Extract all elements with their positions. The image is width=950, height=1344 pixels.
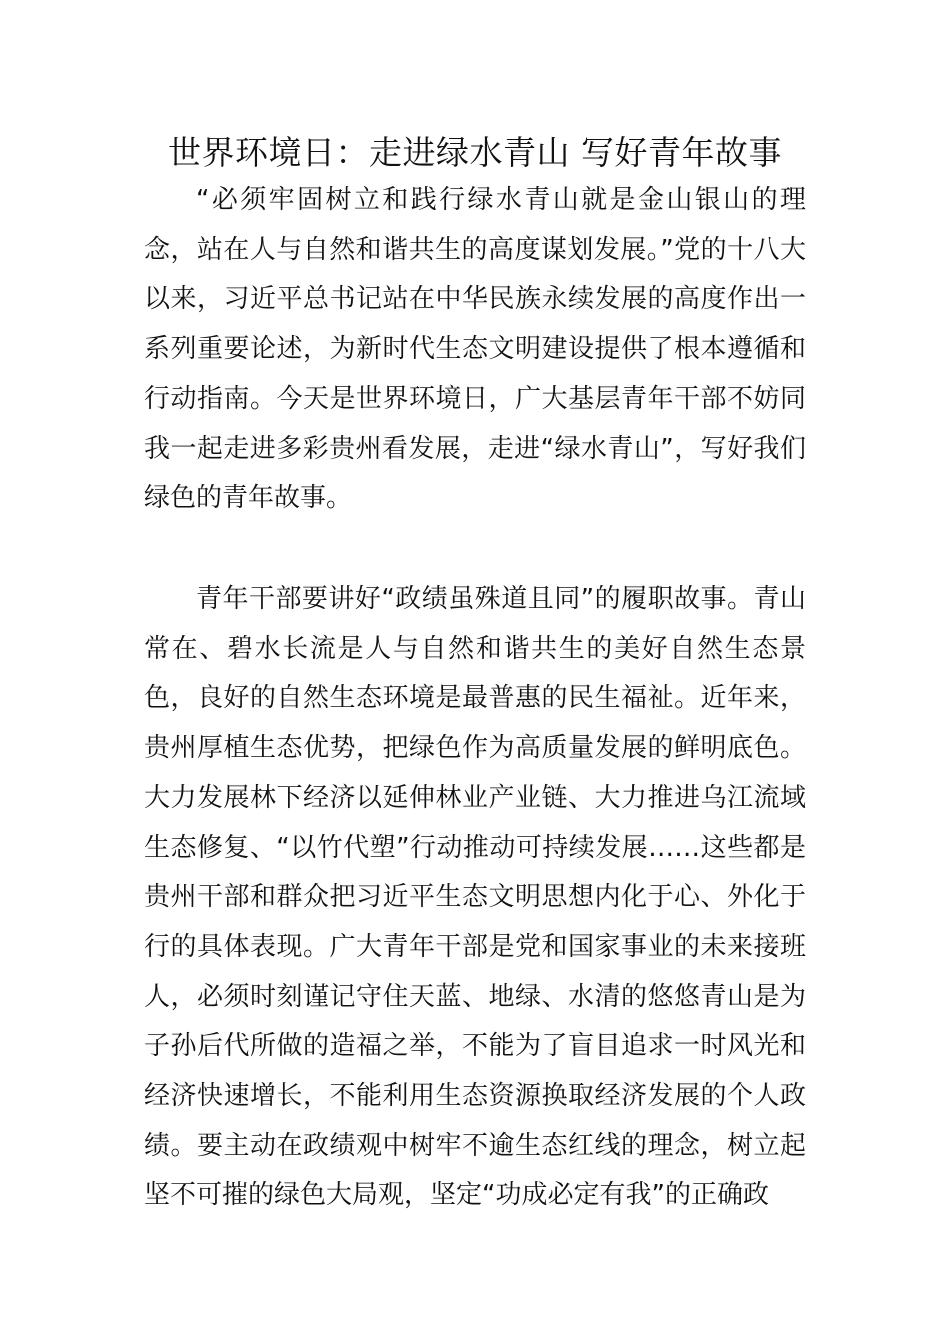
paragraph-intro: “必须牢固树立和践行绿水青山就是金山银山的理念，站在人与自然和谐共生的高度谋划发展。”党的十八大以来，习近平总书记站在中华民族永续发展的高度作出一系列重要论述，为新时代生态文明建设提供了根本遵循和行动指南。今天是世界环境日，广大基层青年干部不妨同我一起走进多彩贵州看发展，走进“绿水青山”，写好我们绿色的青年故事。 (144, 185, 806, 514)
document-title: 世界环境日：走进绿水青山 写好青年故事 (168, 133, 782, 172)
paragraph-performance-story: 青年干部要讲好“政绩虽殊道且同”的履职故事。青山常在、碧水长流是人与自然和谐共生的美好自然生态景色，良好的自然生态环境是最普惠的民生福祉。近年来，贵州厚植生态优势，把绿色作为高质量发展的鲜明底色。大力发展林下经济以延伸林业产业链、大力推进乌江流域生态修复、“以竹代塑”行动推动可持续发展……这些都是贵州干部和群众把习近平生态文明思想内化于心、外化于行的具体表现。广大青年干部是党和国家事业的未来接班人，必须时刻谨记守住天蓝、地绿、水清的悠悠青山是为子孙后代所做的造福之举，不能为了盲目追求一时风光和经济快速增长，不能利用生态资源换取经济发展的个人政绩。要主动在政绩观中树牢不逾生态红线的理念，树立起坚不可摧的绿色大局观，坚定“功成必定有我”的正确政 (144, 584, 806, 1211)
